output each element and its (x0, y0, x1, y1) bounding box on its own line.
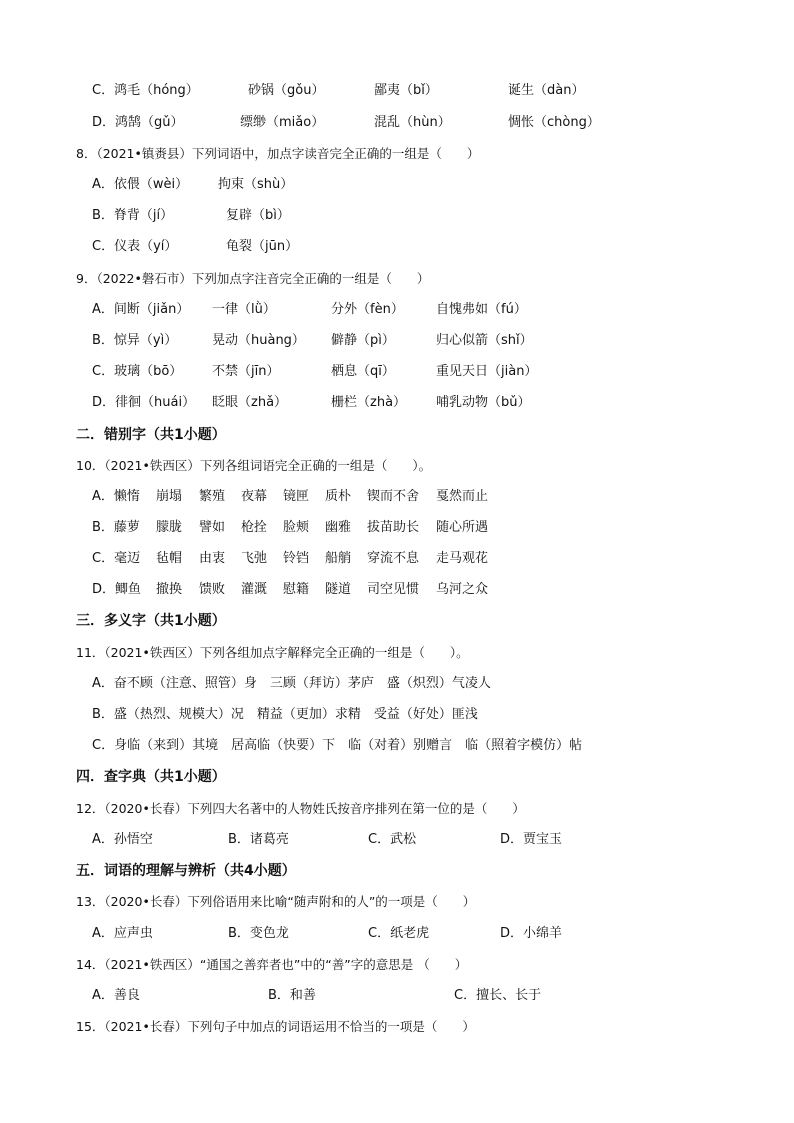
option-item: C．纸老虎 (368, 926, 430, 941)
option-item: C．毫迈 (92, 551, 141, 566)
option-item: A．懒惰 (92, 489, 140, 504)
q11-option-c: C．身临（来到）其境 居高临（快要）下 临（对着）别赠言 临（照着字模仿）帖 (92, 738, 583, 753)
option-item: 慰籍 (283, 582, 310, 597)
q13-stem: 13．（2020•长春）下列俗语用来比喻“随声附和的人”的一项是（ ） (76, 894, 476, 909)
option-item: 馈败 (199, 582, 226, 597)
option-item: C．擅长、长于 (454, 988, 542, 1003)
q14-stem: 14．（2021•铁西区）“通国之善弈者也”中的“善”字的意思是 （ ） (76, 957, 468, 972)
option-item: B．和善 (268, 988, 316, 1003)
q8-stem: 8．（2021•镇赉县）下列词语中，加点字读音完全正确的一组是（ ） (76, 146, 480, 161)
q15-stem: 15．（2021•长春）下列句子中加点的词语运用不恰当的一项是（ ） (76, 1019, 475, 1034)
q10-stem: 10．（2021•铁西区）下列各组词语完全正确的一组是（ ）。 (76, 458, 432, 473)
option-item: 走马观花 (436, 551, 489, 566)
option-item: 分外（fèn） (331, 302, 404, 317)
option-item: 司空见惯 (367, 582, 420, 597)
q11-stem: 11．（2021•铁西区）下列各组加点字解释完全正确的一组是（ ）。 (76, 645, 469, 660)
section-heading-dictionary: 四．查字典（共1小题） (76, 769, 226, 785)
option-item: 船艄 (325, 551, 352, 566)
option-item: D．小绵羊 (500, 926, 563, 941)
option-item: B．脊背（jí） (92, 208, 174, 223)
option-item: 诞生（dàn） (508, 83, 585, 98)
option-item: 眨眼（zhǎ） (212, 395, 288, 410)
option-item: 哺乳动物（bǔ） (436, 395, 531, 410)
option-item: 不禁（jīn） (212, 364, 280, 379)
option-item: 惆怅（chòng） (508, 115, 600, 130)
q11-option-a: A．奋不顾（注意、照管）身 三顾（拜访）茅庐 盛（炽烈）气凌人 (92, 676, 491, 691)
option-item: 拘束（shù） (218, 177, 294, 192)
section-heading-typos: 二．错别字（共1小题） (76, 427, 226, 443)
option-item: A．依偎（wèi） (92, 177, 189, 192)
option-item: 隧道 (325, 582, 352, 597)
option-item: D．鸿鹄（gǔ） (92, 115, 184, 130)
option-item: 鄙夷（bǐ） (374, 83, 438, 98)
option-item: 复辟（bì） (226, 208, 290, 223)
option-item: 僻静（pì） (331, 333, 395, 348)
section-heading-vocabulary: 五．词语的理解与辨析（共4小题） (76, 863, 296, 879)
option-item: 撤换 (156, 582, 183, 597)
q11-option-b: B．盛（热烈、规模大）况 精益（更加）求精 受益（好处）匪浅 (92, 707, 478, 722)
section-heading-polysemy: 三．多义字（共1小题） (76, 613, 226, 629)
option-item: C．仪表（yí） (92, 239, 178, 254)
option-item: 穿流不息 (367, 551, 420, 566)
option-item: B．惊异（yì） (92, 333, 178, 348)
option-item: 龟裂（jūn） (226, 239, 299, 254)
option-item: B．变色龙 (228, 926, 289, 941)
option-item: C．鸿毛（hóng） (92, 83, 199, 98)
option-item: 栖息（qī） (331, 364, 395, 379)
option-item: 由衷 (199, 551, 226, 566)
q12-stem: 12．（2020•长春）下列四大名著中的人物姓氏按音序排列在第一位的是（ ） (76, 801, 525, 816)
option-item: 枪拴 (241, 520, 268, 535)
option-item: 朦胧 (156, 520, 183, 535)
option-item: 一律（lǜ） (212, 302, 276, 317)
option-item: 脸颊 (283, 520, 310, 535)
option-item: 崩塌 (156, 489, 183, 504)
option-item: 自愧弗如（fú） (436, 302, 527, 317)
option-item: 铃铛 (283, 551, 310, 566)
option-item: 锲而不舍 (367, 489, 420, 504)
option-item: D．鲫鱼 (92, 582, 142, 597)
option-item: 繁殖 (199, 489, 226, 504)
option-item: 戛然而止 (436, 489, 489, 504)
option-item: 重见天日（jiàn） (436, 364, 538, 379)
option-item: 缥缈（miǎo） (240, 115, 325, 130)
option-item: 归心似箭（shǐ） (436, 333, 533, 348)
option-item: 拔苗助长 (367, 520, 420, 535)
option-item: 灌溉 (241, 582, 268, 597)
option-item: 栅栏（zhà） (331, 395, 407, 410)
option-item: A．间断（jiǎn） (92, 302, 190, 317)
option-item: B．藤萝 (92, 520, 140, 535)
option-item: B．诸葛亮 (228, 832, 289, 847)
option-item: 譬如 (199, 520, 226, 535)
option-item: 乌河之众 (436, 582, 489, 597)
option-item: 晃动（huàng） (212, 333, 305, 348)
option-item: 镜匣 (283, 489, 310, 504)
option-item: 质朴 (325, 489, 352, 504)
q9-stem: 9．（2022•磐石市）下列加点字注音完全正确的一组是（ ） (76, 271, 430, 286)
option-item: A．善良 (92, 988, 140, 1003)
option-item: C．玻璃（bō） (92, 364, 183, 379)
option-item: D．徘徊（huái） (92, 395, 196, 410)
option-item: 随心所遇 (436, 520, 489, 535)
option-item: A．应声虫 (92, 926, 153, 941)
option-item: 砂锅（gǒu） (248, 83, 325, 98)
option-item: 飞弛 (241, 551, 268, 566)
option-item: 混乱（hùn） (374, 115, 451, 130)
option-item: 幽雅 (325, 520, 352, 535)
option-item: C．武松 (368, 832, 417, 847)
option-item: A．孙悟空 (92, 832, 153, 847)
option-item: 毡帽 (156, 551, 183, 566)
option-item: D．贾宝玉 (500, 832, 563, 847)
option-item: 夜幕 (241, 489, 268, 504)
